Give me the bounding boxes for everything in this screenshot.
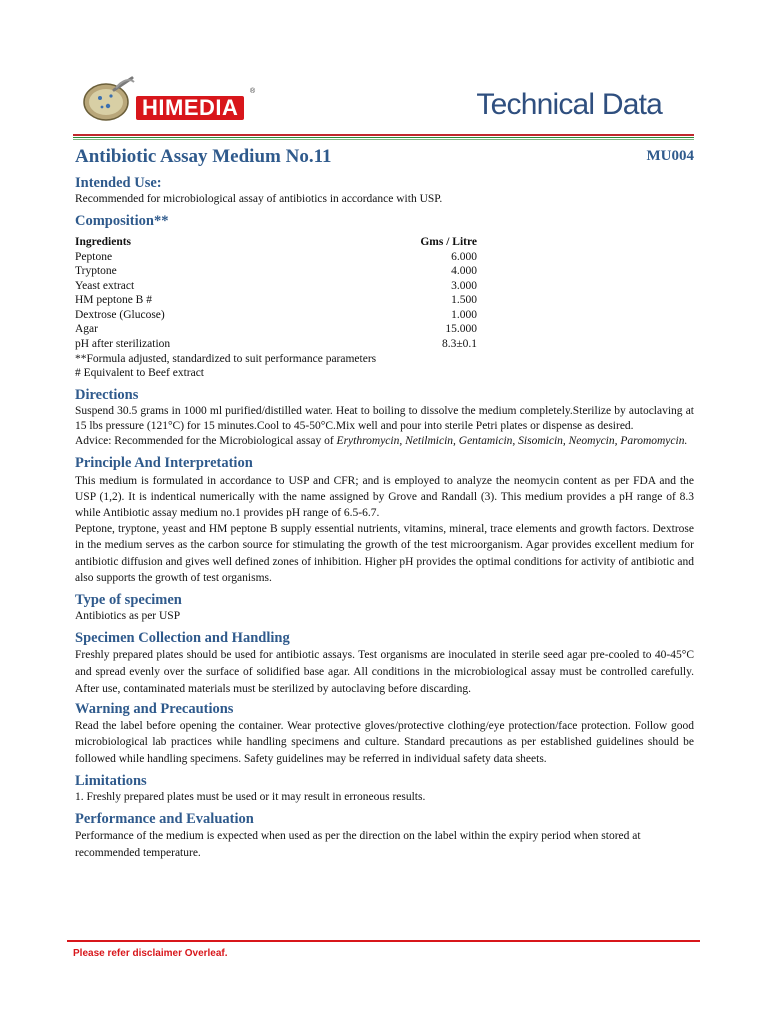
ingredient-name: Tryptone [75,265,117,278]
table-row [75,250,477,265]
section-text: Antibiotics as per USP [75,609,181,622]
section-text: Suspend 30.5 grams in 1000 ml purified/distilled water. Heat to boiling to dissolve the medium completely.Sterilize by autoclaving at 15 lbs pressure (121°C) for 15 minutes.Cool to 45-50°C.Mix well and pour into sterile Petri plates or dispense as desired. [75,404,694,432]
section-principle [75,455,694,586]
composition-note-formula: **Formula adjusted, standardized to suit performance parameters [75,352,377,365]
header-divider-green-light [73,139,694,140]
section-text: Peptone, tryptone, yeast and HM peptone B supply essential nutrients, vitamins, mineral, trace elements and growth factors. Dextrose in the medium serves as the carbon source for stimulating the growth of the test microorganism. Agar provides excellent medium for antibiotic diffusion and gives well defined zones of inhibition. Higher pH provides the optimal conditions for activity of antibiotic and also supports the growth of test organisms. [75,523,694,584]
section-heading: Directions [75,386,139,403]
section-heading: Limitations [75,772,147,789]
table-row [75,322,477,337]
section-heading: Specimen Collection and Handling [75,629,290,646]
header-divider [73,134,694,136]
section-heading: Type of specimen [75,591,182,608]
composition-table [75,235,477,352]
section-limitations [75,773,694,805]
section-text: This medium is formulated in accordance to USP and CFR; and is employed to analyze the neomycin content as per FDA and the USP (1,2). It is indentical numerically with the name assigned by Grove and Randall (3). This medium provides a pH range of 8.3 while Antibiotic assay medium no.1 provides pH range of 6.5-6.7. [75,474,694,519]
section-text: 1. Freshly prepared plates must be used or it may result in erroneous results. [75,790,426,803]
ingredient-value: 1.500 [451,294,477,307]
section-heading: Composition** [75,212,169,229]
ingredient-name: HM peptone B # [75,294,152,307]
ingredient-name: pH after sterilization [75,338,171,351]
footer-divider [67,940,700,942]
himedia-logo [78,74,258,132]
advice-text [75,434,694,449]
section-specimen-collection [75,630,694,698]
table-row [75,337,477,352]
advice-antibiotics: Erythromycin, Netilmicin, Gentamicin, Sisomicin, Neomycin, Paromomycin. [336,434,688,447]
table-row [75,293,477,308]
section-performance [75,811,694,862]
section-text: Read the label before opening the container. Wear protective gloves/protective clothing/eye protection/face protection. Follow good microbiological lab practices while handling specimens and culture. Standard precautions as per established guidelines should be followed while handling specimens. Safety guidelines may be referred in individual safety data sheets. [75,719,694,766]
ingredient-value: 15.000 [445,323,477,336]
header-divider-green [73,137,694,138]
ingredient-value: 8.3±0.1 [441,338,477,351]
table-row [75,264,477,279]
advice-prefix: Advice: Recommended for the Microbiological assay of [75,434,337,447]
section-composition [75,213,694,381]
column-header-amount: Gms / Litre [420,235,477,248]
composition-note-equivalent: # Equivalent to Beef extract [75,367,205,380]
product-name: Antibiotic Assay Medium No.11 [75,146,332,167]
table-row [75,308,477,323]
column-header-ingredients: Ingredients [75,235,132,248]
ingredient-name: Peptone [75,250,113,263]
section-text: Performance of the medium is expected when used as per the direction on the label within the expiry period when stored at recommended temperature. [75,829,641,859]
section-warning [75,701,694,768]
ingredient-value: 6.000 [451,250,477,263]
section-heading: Performance and Evaluation [75,810,254,827]
composition-header-row [75,235,477,250]
document-body [75,146,694,862]
document-type-title: Technical Data [476,88,662,121]
section-text: Freshly prepared plates should be used for antibiotic assays. Test organisms are inoculated in sterile seed agar pre-cooled to 40-45°C and spread evenly over the surface of solidified base agar. All conditions in the microbiological assay must be controlled carefully. After use, contaminated materials must be sterilized by autoclaving before discarding. [75,648,694,695]
product-code: MU004 [646,148,694,164]
section-heading: Principle And Interpretation [75,454,253,471]
section-heading: Warning and Precautions [75,700,234,717]
ingredient-name: Agar [75,323,98,336]
ingredient-value: 4.000 [451,265,477,278]
section-type-of-specimen [75,592,694,624]
ingredient-name: Dextrose (Glucose) [75,308,165,321]
disclaimer-note: Please refer disclaimer Overleaf. [73,948,228,959]
ingredient-name: Yeast extract [75,279,135,292]
petri-dish-icon [80,76,136,122]
brand-wordmark: HIMEDIA [136,96,244,120]
section-text: Recommended for microbiological assay of antibiotics in accordance with USP. [75,193,443,205]
table-row [75,279,477,294]
section-heading: Intended Use: [75,175,162,191]
section-intended-use [75,175,694,207]
product-header [75,146,694,172]
section-directions [75,387,694,449]
ingredient-value: 3.000 [451,279,477,292]
ingredient-value: 1.000 [451,308,477,321]
registered-mark: ® [250,88,256,95]
